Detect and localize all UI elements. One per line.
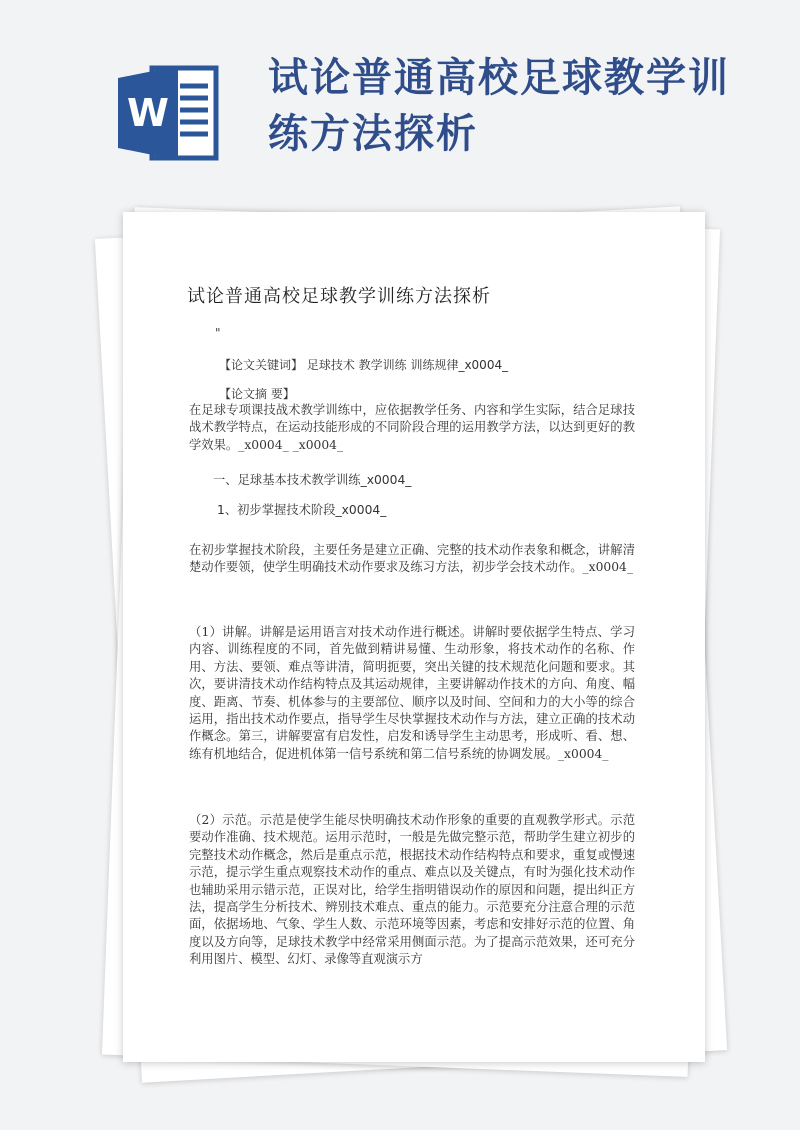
abstract-label: 【论文摘 要】: [219, 387, 295, 401]
word-document-icon: [118, 62, 220, 164]
subsection-heading: 1、初步掌握技术阶段_x0004_: [217, 503, 387, 517]
banner-title: 试论普通高校足球教学训练方法探析: [268, 55, 730, 157]
body-paragraph: （2）示范。示范是使学生能尽快明确技术动作形象的重要的直观教学形式。示范要动作准确、技术规范。运用示范时，一般是先做完整示范，帮助学生建立初步的完整技术动作概念，然后是重点示范，根据技术动作结构特点和要求，重复或慢速示范，提示学生重点观察技术动作的重点、难点以及关键点，有时为强化技术动作也辅助采用示错示范，正误对比，给学生指明错误动作的原因和问题，提出纠正方法，提高学生分析技术、辨别技术难点、重点的能力。示范要充分注意合理的示范面，依据场地、气象、学生人数、示范环境等因素，考虑和安排好示范的位置、角度以及方向等，足球技术教学中经常采用侧面示范。为了提高示范效果，还可充分利用图片、模型、幻灯、录像等直观演示方: [189, 813, 635, 967]
quote-mark: ": [215, 326, 221, 340]
keywords-line: 【论文关键词】 足球技术 教学训练 训练规律_x0004_: [219, 358, 509, 372]
body-paragraph: 在初步掌握技术阶段，主要任务是建立正确、完整的技术动作表象和概念，讲解清楚动作要领，使学生明确技术动作要求及练习方法，初步学会技术动作。_x0004_: [189, 543, 635, 575]
body-paragraph: （1）讲解。讲解是运用语言对技术动作进行概述。讲解时要依据学生特点、学习内容、训练程度的不同，首先做到精讲易懂、生动形象，将技术动作的名称、作用、方法、要领、难点等讲清，简明扼要，突出关键的技术规范化问题和要求。其次，要讲清技术动作结构特点及其运动规律，主要讲解动作技术的方向、角度、幅度、距离、节奏、机体参与的主要部位、顺序以及时间、空间和力的大小等的综合运用，指出技术动作要点，指导学生尽快掌握技术动作与方法，建立正确的技术动作概念。第三，讲解要富有启发性，启发和诱导学生主动思考，形成听、看、想、练有机地结合，促进机体第一信号系统和第二信号系统的协调发展。_x0004_: [189, 625, 635, 761]
document-page: [123, 212, 705, 1062]
svg-text:W: W: [127, 91, 169, 135]
document-title: 试论普通高校足球教学训练方法探析: [187, 286, 491, 307]
abstract-paragraph: 在足球专项课技战术教学训练中，应依据教学任务、内容和学生实际，结合足球技战术教学特点，在运动技能形成的不同阶段合理的运用教学方法，以达到更好的教学效果。_x0004_ _x0004_: [189, 403, 635, 452]
section-heading: 一、足球基本技术教学训练_x0004_: [213, 473, 412, 487]
